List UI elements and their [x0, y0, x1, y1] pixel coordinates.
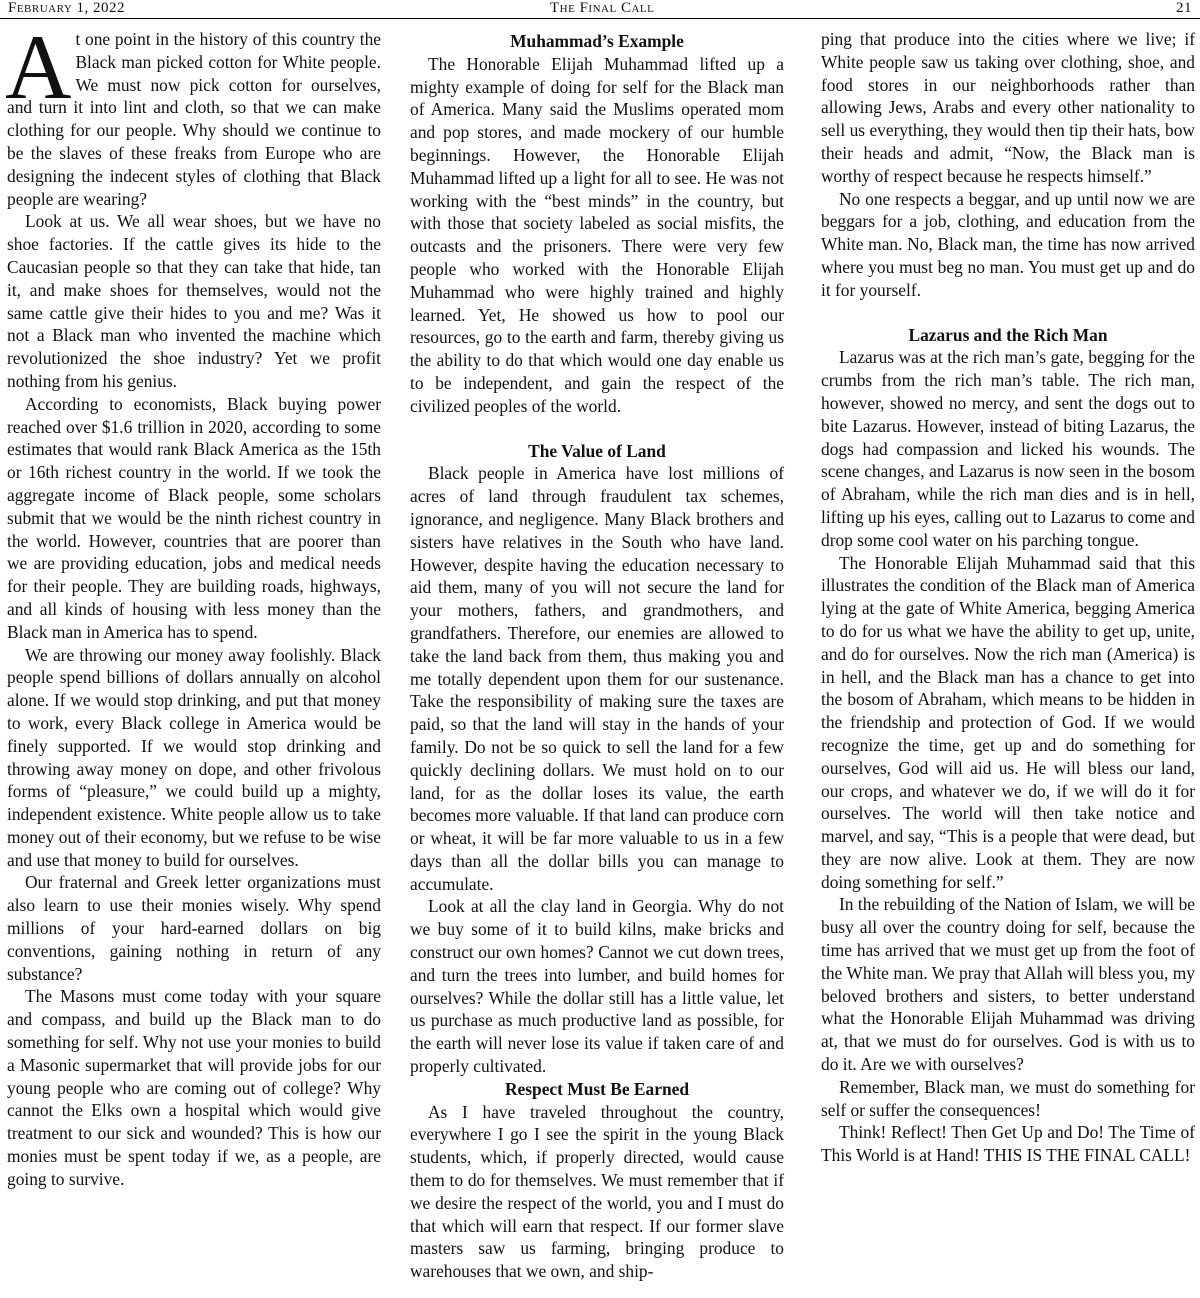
paragraph: The Honorable Elijah Muhammad lifted up a mighty example of doing for self for the Black man of America. Many said the Muslims operated mom and pop stores, and made mockery of our humble beginnings. However, the Honorable Elijah Muhammad lifted up a light for all to see. He was not working with the “best minds” in the country, but with those that society labeled as social misfits, the outcasts and the prisoners. There were very few people who worked with the Honorable Elijah Muhammad who were highly trained and highly learned. Yet, He showed us how to pool our resources, go to the earth and farm, thereby giving us the ability to do that which would one day enable us to be independent, and gain the respect of the civilized peoples of the world.: [410, 53, 784, 416]
column-3: [821, 28, 1195, 1167]
paragraph: Look at us. We all wear shoes, but we have no shoe factories. If the cattle gives its hide to the Caucasian people so that they can take that hide, tan it, and make shoes for themselves, would not the same cattle give their hides to you and me? Was it not a Black man who invented the machine which revolutionized the shoe industry? Yet we profit nothing from his genius.: [7, 211, 381, 391]
paragraph: According to economists, Black buying power reached over $1.6 trillion in 2020, according to some estimates that would rank Black America as the 15th or 16th richest country in the world. If we took the aggregate income of Black people, some scholars submit that we would be the ninth richest country in the world. However, countries that are poorer than we are providing education, jobs and medical needs for their people. They are building roads, highways, and all kinds of housing with less money than the Black man in America has to spend.: [7, 393, 381, 642]
paragraph: The Honorable Elijah Muhammad said that this illustrates the condition of the Black man of America lying at the gate of White America, begging America to do for us what we have the ability to get up, unite, and do for ourselves. Now the rich man (America) is in hell, and the Black man has a chance to get into the bosom of Abraham, which means to be hidden in the friendship and protection of God. If we would recognize the time, get up and do something for ourselves, God will aid us. He will bless our land, our crops, and whatever we do, if we will do it for ourselves. The world will then take notice and marvel, and say, “This is a people that were dead, but they are now alive. Look at them. They are now doing something for self.”: [821, 552, 1195, 892]
paragraph: The Masons must come today with your square and compass, and build up the Black man to do something for self. Why not use your monies to build a Masonic supermarket that will provide jobs for our young people who are coming out of college? Why cannot the Elks own a hospital which would give treatment to our sick and wounded? This is how our monies must be spent today if we, as a people, are going to survive.: [7, 986, 381, 1189]
paragraph: Look at all the clay land in Georgia. Why do not we buy some of it to build kilns, make bricks and construct our own homes? Cannot we cut down trees, and turn the trees into lumber, and build homes for ourselves? While the dollar still has a little value, let us purchase as much productive land as possible, for the earth will never lose its value if taken care of and properly cultivated.: [410, 896, 784, 1077]
paragraph: ping that produce into the cities where we live; if White people saw us taking over clothing, shoe, and food stores in our neighborhoods rather than allowing Jews, Arabs and every other nationality to sell us everything, they would then tip their hats, bow their heads and admit, “Now, the Black man is worthy of respect because he respects himself.”: [821, 29, 1195, 186]
issue-date: February 1, 2022: [8, 0, 126, 16]
page-header: [0, 0, 1200, 19]
section-heading: The Value of Land: [528, 440, 666, 461]
paragraph: As I have traveled throughout the country, everywhere I go I see the spirit in the young Black students, which, if properly directed, would cause them to do for themselves. We must remember that if we desire the respect of the world, you and I must do that which will earn that respect. If our former slave masters saw us farming, bringing produce to warehouses that we own, and ship-: [410, 1101, 784, 1282]
paragraph: We are throwing our money away foolishly. Black people spend billions of dollars annually on alcohol alone. If we would stop drinking, and put that money to work, every Black college in America would be finely supported. If we would stop drinking and throwing away money on dope, and other frivolous forms of “pleasure,” we could build up a mighty, independent existence. White people allow us to take money out of their economy, but we refuse to be wise and use that money to build for ourselves.: [7, 644, 381, 870]
paragraph: [5, 16, 381, 210]
section-heading: Lazarus and the Rich Man: [908, 324, 1108, 345]
paragraph: Remember, Black man, we must do something for self or suffer the consequences!: [821, 1076, 1195, 1120]
column-2: [410, 30, 784, 1283]
section-heading: Muhammad’s Example: [510, 31, 684, 51]
paragraph: In the rebuilding of the Nation of Islam, we will be busy all over the country doing for self, because the time has arrived that we must get up from the foot of the White man. We pray that Allah will bless you, my beloved brothers and sisters, to better understand what the Honorable Elijah Muhammad was driving at, that we must do for ourselves. God is with us to do it. Are we with ourselves?: [821, 894, 1195, 1075]
paragraph: Lazarus was at the rich man’s gate, begging for the crumbs from the rich man’s table. The rich man, however, showed no mercy, and sent the dogs out to bite Lazarus. However, instead of biting Lazarus, the dogs had compassion and licked his wounds. The scene changes, and Lazarus is now seen in the bosom of Abraham, while the rich man dies and is in hell, lifting up his eyes, calling out to Lazarus to come and drop some cool water on his parching tongue.: [821, 347, 1195, 550]
drop-cap: A: [5, 16, 72, 118]
page-number: 21: [1176, 0, 1192, 16]
column-1: [5, 16, 381, 1191]
paragraph: No one respects a beggar, and up until now we are beggars for a job, clothing, and education from the White man. No, Black man, the time has now arrived where you must beg no man. You must get up and do it for yourself.: [821, 188, 1195, 300]
paragraph: Think! Reflect! Then Get Up and Do! The Time of This World is at Hand! THIS IS THE FINAL CALL!: [821, 1122, 1195, 1166]
section-heading: Respect Must Be Earned: [504, 1078, 690, 1099]
publication-name: The Final Call: [550, 0, 655, 16]
paragraph-text: t one point in the history of this country the Black man picked cotton for White people. We must now pick cotton for ourselves, and turn it into lint and cloth, so that we can make clothing for our people. Why should we continue to be the slaves of these freaks from Europe who are designing the indecent styles of clothing that Black people are wearing?: [7, 29, 381, 209]
paragraph: Our fraternal and Greek letter organizations must also learn to use their monies wisely. Why spend millions of your hard-earned dollars on big conventions, gaining nothing in return of any substance?: [7, 872, 381, 984]
paragraph: Black people in America have lost millions of acres of land through fraudulent tax schemes, ignorance, and negligence. Many Black brothers and sisters have relatives in the South who have land. However, despite having the education necessary to aid them, many of you will not secure the land for your mothers, fathers, and grandmothers, and grandfathers. Therefore, our enemies are allowed to take the land back from them, thus making you and me totally dependent upon them for our sustenance. Take the responsibility of making sure the taxes are paid, so that the land will stay in the hands of your family. Do not be so quick to sell the land for a few quickly declining dollars. We must hold on to our land, for as the dollar loses its value, the earth becomes more valuable. If that land can produce corn or wheat, it will be far more valuable to us in a few days than all the dollar bills you can manage to accumulate.: [410, 463, 784, 894]
